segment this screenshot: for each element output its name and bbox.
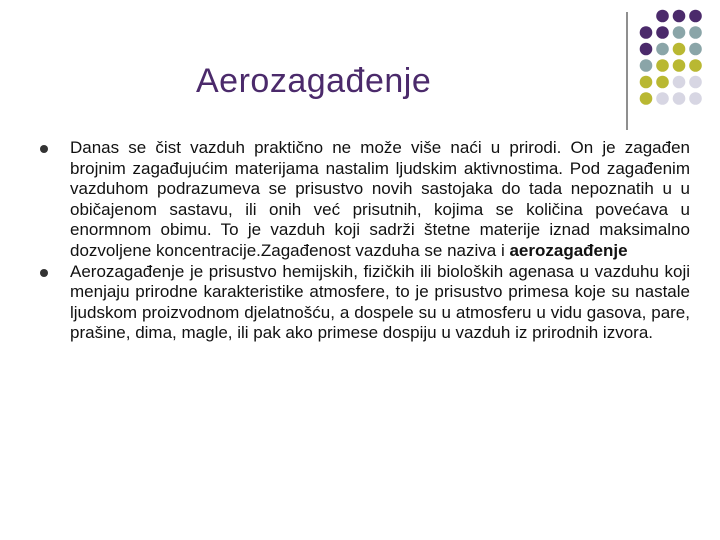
decorative-divider-line xyxy=(626,12,628,130)
decorative-dot xyxy=(689,43,702,56)
decorative-dot xyxy=(640,76,653,89)
decorative-dot xyxy=(656,43,669,56)
bullet-text: Aerozagađenje je prisustvo hemijskih, fizičkih ili bioloških agenasa u vazduhu koji menjaju prirodne karakteristike atmosfere, to je prisustvo primesa koje su nastale ljudskom proizvodnom djelatnošću, a dospele su u atmosferu u vidu gasova, pare, prašine, dima, magle, ili pak ako primese dospiju u vazduh iz prirodnih izvora. xyxy=(70,261,690,343)
decorative-dot xyxy=(689,76,702,89)
decorative-dot xyxy=(640,59,653,72)
decorative-dot xyxy=(656,92,669,105)
bullet-text: Danas se čist vazduh praktično ne može više naći u prirodi. On je zagađen brojnim zagađujućim materijama nastalim ljudskim aktivnostima. Pod zagađenim vazduhom podrazumeva se prisustvo novih sastojaka do tada nepoznatih u u običajenom sastavu, ili onih već prisutnih, kojima se količina povećava u enormnom obimu. To je vazduh koji sadrži štetne materije iznad maksimalno dozvoljene koncentracije.Zagađenost vazduha se naziva i xyxy=(70,138,690,260)
decorative-dot xyxy=(673,26,686,39)
decorative-dot xyxy=(689,26,702,39)
decorative-dot xyxy=(673,76,686,89)
bullet-dot-icon xyxy=(40,145,48,153)
decorative-dot xyxy=(689,92,702,105)
bullet-item-2 xyxy=(40,262,690,344)
decorative-dot xyxy=(673,92,686,105)
decorative-dot xyxy=(640,43,653,56)
bullet-item-1 xyxy=(40,138,690,262)
bullet-list xyxy=(40,138,690,344)
decorative-dot xyxy=(673,10,686,23)
decorative-dot xyxy=(640,26,653,39)
slide-title: Aerozagađenje xyxy=(196,62,432,100)
decorative-dot xyxy=(656,59,669,72)
decorative-dot xyxy=(656,26,669,39)
decorative-dot xyxy=(673,59,686,72)
decorative-dot xyxy=(689,59,702,72)
decorative-dot xyxy=(656,10,669,23)
decorative-dot xyxy=(673,43,686,56)
decorative-dot xyxy=(640,92,653,105)
decorative-dot xyxy=(656,76,669,89)
decorative-dot xyxy=(689,10,702,23)
bullet-bold-term: aerozagađenje xyxy=(509,240,628,260)
bullet-dot-icon xyxy=(40,269,48,277)
